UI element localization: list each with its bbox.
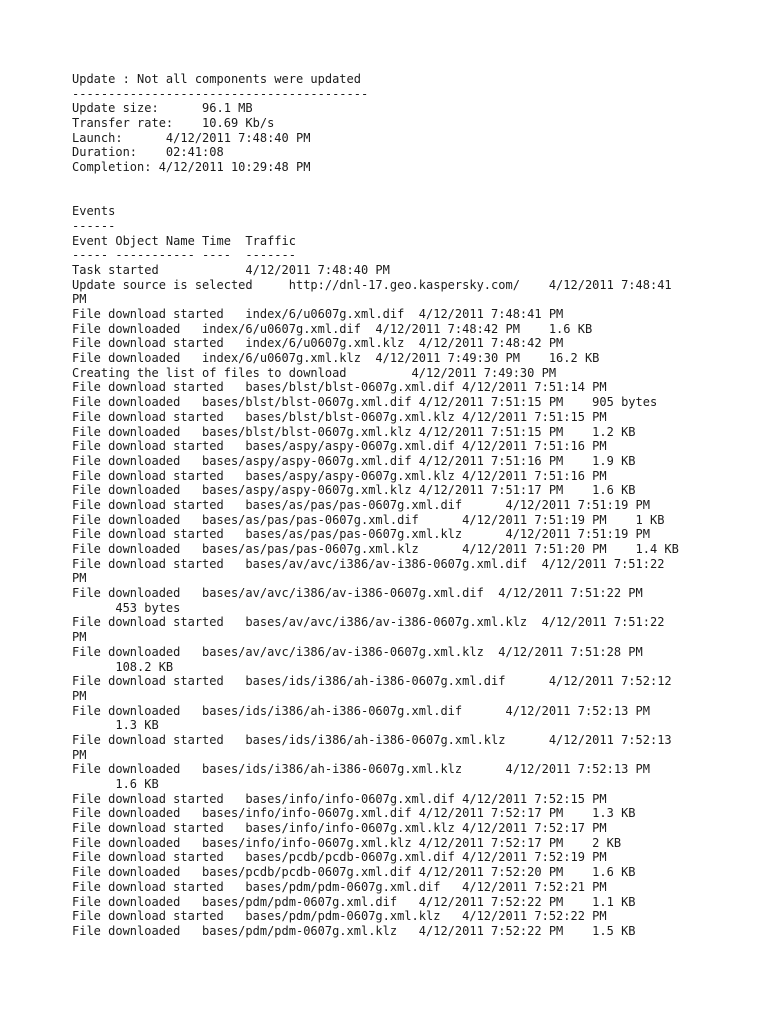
text-line: Event Object Name Time Traffic: [72, 233, 296, 248]
text-line: Update source is selected http://dnl-17.geo.kaspersky.com/ 4/12/2011 7:48:41: [72, 277, 672, 292]
text-line: File downloaded bases/ids/i386/ah-i386-0607g.xml.dif 4/12/2011 7:52:13 PM: [72, 703, 650, 718]
text-line: File download started index/6/u0607g.xml.klz 4/12/2011 7:48:42 PM: [72, 336, 564, 351]
text-line: 453 bytes: [72, 600, 181, 615]
text-line: File download started bases/aspy/aspy-0607g.xml.dif 4/12/2011 7:51:16 PM: [72, 439, 607, 454]
text-line: File download started bases/av/avc/i386/av-i386-0607g.xml.klz 4/12/2011 7:51:22: [72, 615, 665, 630]
text-line: File download started bases/info/info-0607g.xml.klz 4/12/2011 7:52:17 PM: [72, 821, 607, 836]
text-line: Duration: 02:41:08: [72, 145, 224, 160]
text-line: File download started bases/blst/blst-0607g.xml.dif 4/12/2011 7:51:14 PM: [72, 380, 607, 395]
text-line: [72, 175, 712, 190]
text-line: File download started bases/blst/blst-0607g.xml.klz 4/12/2011 7:51:15 PM: [72, 409, 607, 424]
text-line: File downloaded bases/blst/blst-0607g.xml.klz 4/12/2011 7:51:15 PM 1.2 KB: [72, 424, 636, 439]
text-line: File download started bases/info/info-0607g.xml.dif 4/12/2011 7:52:15 PM: [72, 791, 607, 806]
text-line: File downloaded index/6/u0607g.xml.klz 4/12/2011 7:49:30 PM 16.2 KB: [72, 351, 600, 366]
text-line: File downloaded bases/av/avc/i386/av-i386-0607g.xml.dif 4/12/2011 7:51:22 PM: [72, 586, 643, 601]
text-line: File download started bases/av/avc/i386/av-i386-0607g.xml.dif 4/12/2011 7:51:22: [72, 556, 665, 571]
text-line: File downloaded bases/pdm/pdm-0607g.xml.klz 4/12/2011 7:52:22 PM 1.5 KB: [72, 923, 636, 938]
text-line: PM: [72, 747, 87, 762]
text-line: Events: [72, 204, 116, 219]
text-line: PM: [72, 292, 87, 307]
text-line: File download started bases/pcdb/pcdb-0607g.xml.dif 4/12/2011 7:52:19 PM: [72, 850, 607, 865]
text-line: File downloaded bases/aspy/aspy-0607g.xml.dif 4/12/2011 7:51:16 PM 1.9 KB: [72, 453, 636, 468]
text-line: File download started bases/as/pas/pas-0607g.xml.dif 4/12/2011 7:51:19 PM: [72, 497, 650, 512]
text-line: File download started bases/ids/i386/ah-i386-0607g.xml.klz 4/12/2011 7:52:13: [72, 732, 672, 747]
text-line: File download started bases/ids/i386/ah-i386-0607g.xml.dif 4/12/2011 7:52:12: [72, 674, 672, 689]
text-line: File download started bases/aspy/aspy-0607g.xml.klz 4/12/2011 7:51:16 PM: [72, 468, 607, 483]
text-line: File download started bases/as/pas/pas-0607g.xml.klz 4/12/2011 7:51:19 PM: [72, 527, 650, 542]
text-line: File download started index/6/u0607g.xml.dif 4/12/2011 7:48:41 PM: [72, 307, 564, 321]
text-line: File downloaded bases/pcdb/pcdb-0607g.xml.dif 4/12/2011 7:52:20 PM 1.6 KB: [72, 865, 636, 880]
text-line: 108.2 KB: [72, 659, 174, 674]
text-line: Creating the list of files to download 4/12/2011 7:49:30 PM: [72, 365, 557, 380]
text-line: File download started bases/pdm/pdm-0607g.xml.dif 4/12/2011 7:52:21 PM: [72, 879, 607, 894]
text-line: File download started bases/pdm/pdm-0607g.xml.klz 4/12/2011 7:52:22 PM: [72, 909, 607, 924]
text-line: File downloaded index/6/u0607g.xml.dif 4/12/2011 7:48:42 PM 1.6 KB: [72, 321, 593, 336]
text-line: [72, 190, 712, 205]
text-line: ----- ----------- ---- -------: [72, 248, 296, 263]
text-line: Update : Not all components were updated: [72, 72, 361, 86]
text-line: File downloaded bases/av/avc/i386/av-i386-0607g.xml.klz 4/12/2011 7:51:28 PM: [72, 644, 643, 659]
document-page: [72, 72, 712, 939]
text-line: -----------------------------------------: [72, 86, 369, 101]
text-line: PM: [72, 571, 87, 586]
text-line: Launch: 4/12/2011 7:48:40 PM: [72, 130, 311, 145]
text-line: 1.3 KB: [72, 718, 159, 733]
text-line: PM: [72, 688, 87, 703]
text-line: File downloaded bases/as/pas/pas-0607g.xml.klz 4/12/2011 7:51:20 PM 1.4 KB: [72, 542, 679, 556]
text-line: File downloaded bases/aspy/aspy-0607g.xml.klz 4/12/2011 7:51:17 PM 1.6 KB: [72, 483, 636, 498]
text-line: Update size: 96.1 MB: [72, 101, 253, 116]
text-line: File downloaded bases/info/info-0607g.xml.klz 4/12/2011 7:52:17 PM 2 KB: [72, 835, 622, 850]
text-line: Transfer rate: 10.69 Kb/s: [72, 116, 275, 131]
text-line: File downloaded bases/ids/i386/ah-i386-0607g.xml.klz 4/12/2011 7:52:13 PM: [72, 762, 650, 777]
text-line: File downloaded bases/info/info-0607g.xml.dif 4/12/2011 7:52:17 PM 1.3 KB: [72, 806, 636, 821]
text-line: ------: [72, 218, 116, 233]
text-line: Completion: 4/12/2011 10:29:48 PM: [72, 160, 311, 175]
text-line: PM: [72, 630, 87, 645]
text-line: 1.6 KB: [72, 777, 159, 791]
text-line: Task started 4/12/2011 7:48:40 PM: [72, 262, 390, 277]
text-line: File downloaded bases/blst/blst-0607g.xml.dif 4/12/2011 7:51:15 PM 905 bytes: [72, 395, 658, 410]
text-line: File downloaded bases/pdm/pdm-0607g.xml.dif 4/12/2011 7:52:22 PM 1.1 KB: [72, 894, 636, 909]
text-line: File downloaded bases/as/pas/pas-0607g.xml.dif 4/12/2011 7:51:19 PM 1 KB: [72, 512, 665, 527]
